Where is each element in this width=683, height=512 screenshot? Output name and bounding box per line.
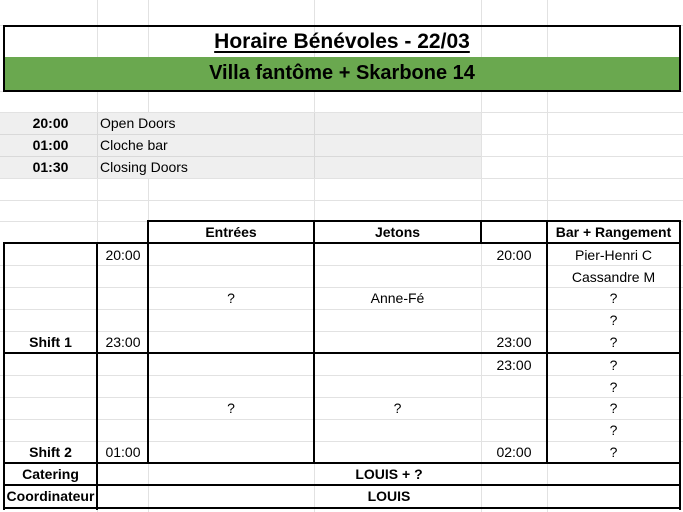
schedule-time: 01:30 [32, 159, 69, 175]
shift-2-bar-volunteer: ? [609, 357, 618, 373]
shift-2-label: Shift 2 [29, 444, 72, 460]
shift-2-entrees: ? [227, 400, 235, 416]
shift-1-jetons: Anne-Fé [370, 290, 425, 306]
event-name: Villa fantôme + Skarbone 14 [209, 62, 475, 84]
shift-1-bar-start: 20:00 [496, 247, 532, 263]
shift-1-bar-volunteer: ? [609, 312, 618, 328]
shift-2-bar-volunteer: ? [609, 379, 618, 395]
schedule-time: 01:00 [32, 137, 69, 153]
shift-1-bar-volunteer: Cassandre M [571, 269, 656, 285]
shift-1-entrees: ? [227, 290, 235, 306]
shift-1-bar-volunteer: Pier-Henri C [574, 247, 652, 263]
shift-2-bar-volunteer: ? [609, 444, 618, 460]
header-bar: Bar + Rangement [555, 224, 672, 240]
coordinateur-label: Coordinateur [6, 488, 95, 504]
schedule-label: Open Doors [100, 115, 176, 131]
shift-2-bar-end: 02:00 [496, 444, 532, 460]
coordinateur-value: LOUIS [367, 488, 411, 504]
page-title: Horaire Bénévoles - 22/03 [214, 30, 470, 53]
header-jetons: Jetons [374, 224, 421, 240]
shift-1-label: Shift 1 [29, 334, 72, 350]
schedule-label: Cloche bar [100, 137, 168, 153]
catering-label: Catering [22, 466, 79, 482]
shift-2-end: 01:00 [105, 444, 141, 460]
schedule-time: 20:00 [32, 115, 69, 131]
schedule-label: Closing Doors [100, 159, 188, 175]
shift-2-bar-volunteer: ? [609, 400, 618, 416]
shift-1-bar-end: 23:00 [496, 334, 532, 350]
shift-1-end: 23:00 [105, 334, 141, 350]
header-entrees: Entrées [205, 224, 257, 240]
shift-1-bar-volunteer: ? [609, 334, 618, 350]
catering-value: LOUIS + ? [355, 466, 423, 482]
shift-1-bar-volunteer: ? [609, 290, 618, 306]
shift-1-start: 20:00 [105, 247, 141, 263]
shift-2-jetons: ? [393, 400, 402, 416]
event-banner [4, 57, 680, 90]
shift-2-bar-volunteer: ? [609, 422, 618, 438]
shift-2-bar-start: 23:00 [496, 357, 532, 373]
